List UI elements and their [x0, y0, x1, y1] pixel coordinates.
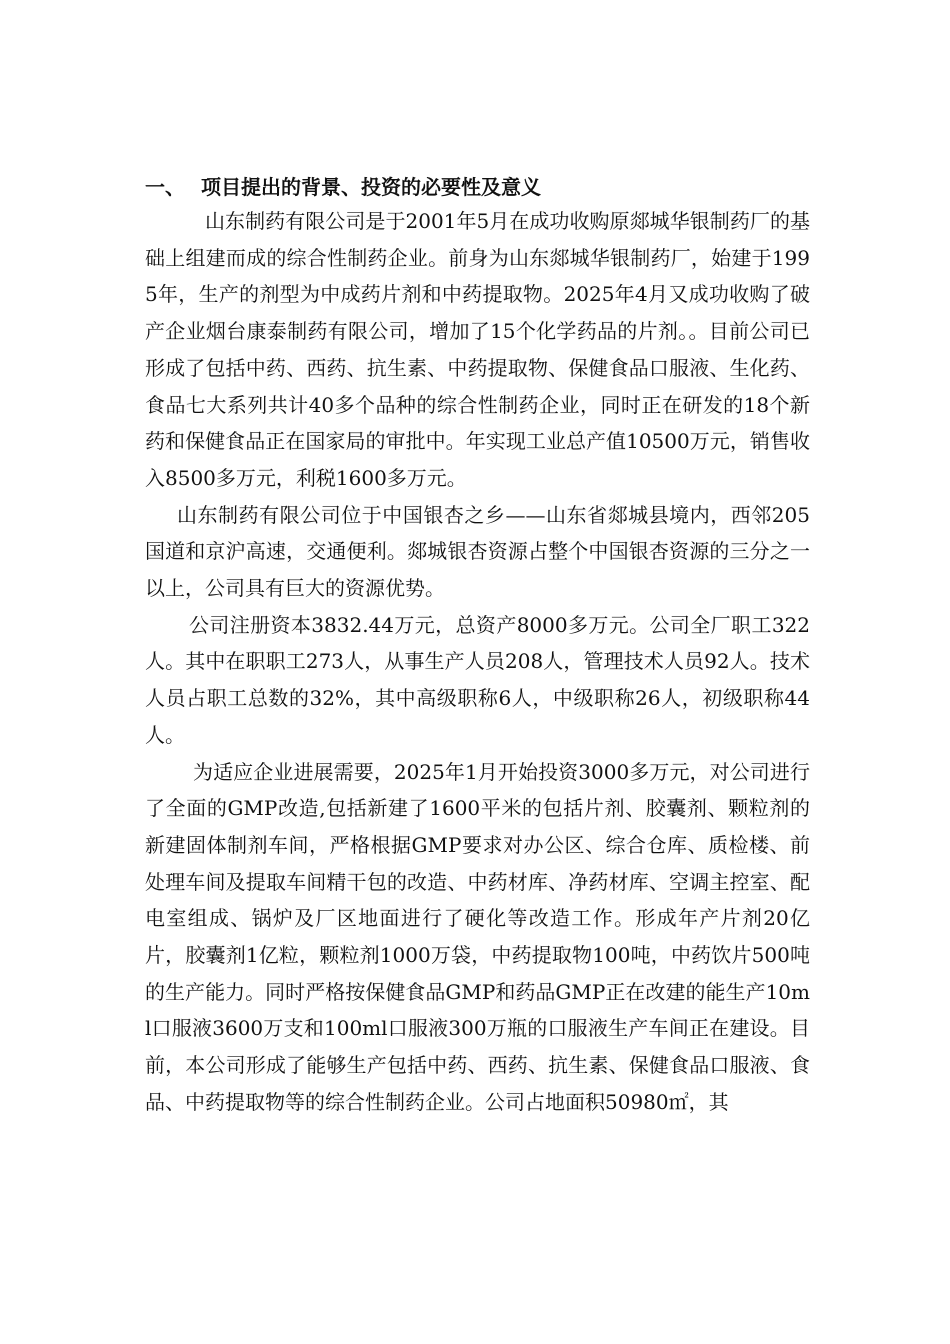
section-heading	[145, 172, 810, 202]
section-number: 一、	[145, 175, 185, 199]
paragraph-company-history: 山东制药有限公司是于2001年5月在成功收购原郯城华银制药厂的基础上组建而成的综合性制药企业。前身为山东郯城华银制药厂，始建于1995年，生产的剂型为中成药片剂和中药提取物。2025年4月又成功收购了破产企业烟台康泰制药有限公司，增加了15个化学药品的片剂。。目前公司已形成了包括中药、西药、抗生素、中药提取物、保健食品口服液、生化药、食品七大系列共计40多个品种的综合性制药企业，同时正在研发的18个新药和保健食品正在国家局的审批中。年实现工业总产值10500万元，销售收入8500多万元，利税1600多万元。	[145, 209, 810, 490]
paragraph-capital-staff: 公司注册资本3832.44万元，总资产8000多万元。公司全厂职工322人。其中在职职工273人，从事生产人员208人，管理技术人员92人。技术人员占职工总数的32%，其中高级职称6人，中级职称26人，初级职称44人。	[145, 612, 810, 747]
paragraph-gmp-investment: 为适应企业进展需要，2025年1月开始投资3000多万元，对公司进行了全面的GMP改造,包括新建了1600平米的包括片剂、胶囊剂、颗粒剂的新建固体制剂车间，严格根据GMP要求对办公区、综合仓库、质检楼、前处理车间及提取车间精干包的改造、中药材库、净药材库、空调主控室、配电室组成、锅炉及厂区地面进行了硬化等改造工作。形成年产片剂20亿片，胶囊剂1亿粒，颗粒剂1000万袋，中药提取物100吨，中药饮片500吨的生产能力。同时严格按保健食品GMP和药品GMP正在改建的能生产10ml口服液3600万支和100ml口服液300万瓶的口服液生产车间正在建设。目前，本公司形成了能够生产包括中药、西药、抗生素、保健食品口服液、食品、中药提取物等的综合性制药企业。公司占地面积50980㎡，其	[145, 759, 810, 1114]
paragraph-location: 山东制药有限公司位于中国银杏之乡——山东省郯城县境内，西邻205国道和京沪高速，交通便利。郯城银杏资源占整个中国银杏资源的三分之一以上，公司具有巨大的资源优势。	[145, 502, 810, 601]
section-title: 项目提出的背景、投资的必要性及意义	[201, 175, 541, 199]
document-body	[145, 172, 810, 1121]
